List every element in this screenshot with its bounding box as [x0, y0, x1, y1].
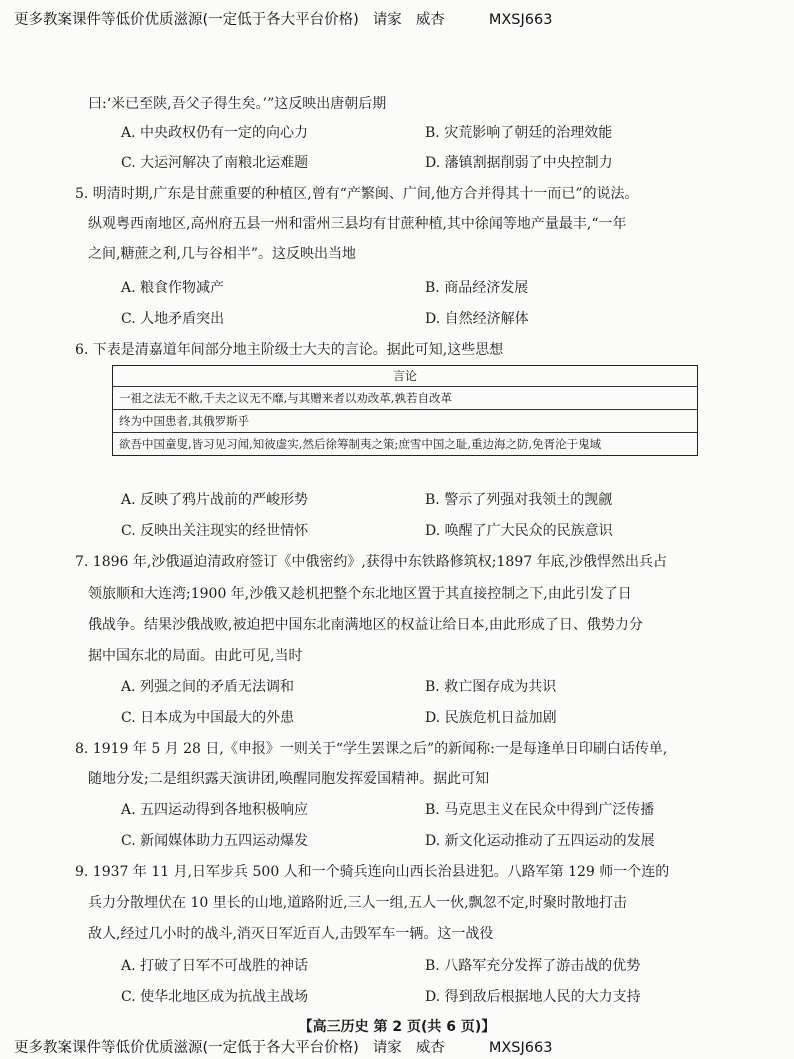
q9-option-a[interactable]: A. 打破了日军不可战胜的神话 [121, 958, 309, 974]
table-row: 欲吾中国童叟,皆习见习闻,知彼虚实,然后徐筹制夷之策;庶雪中国之耻,重边海之防,免胥沦于鬼域 [113, 432, 697, 455]
q6-option-d[interactable]: D. 唤醒了广大民众的民族意识 [425, 523, 613, 539]
q7-line1: 7. 1896 年,沙俄逼迫清政府签订《中俄密约》,获得中东铁路修筑权;1897 年底,沙俄悍然出兵占 [75, 554, 668, 570]
banner-code: MXSJ663 [488, 1040, 553, 1056]
q9-option-d[interactable]: D. 得到敌后根据地人民的大力支持 [425, 989, 641, 1005]
q5-option-d[interactable]: D. 自然经济解体 [425, 311, 529, 327]
banner-text: 更多教案课件等低价优质滋源(一定低于各大平台价格) [14, 1040, 359, 1056]
q7-line3: 俄战争。结果沙俄战败,被迫把中国东北南满地区的权益让给日本,由此形成了日、俄势力分 [88, 617, 643, 633]
q4-option-b[interactable]: B. 灾荒影响了朝廷的治理效能 [425, 125, 613, 141]
q4-option-a[interactable]: A. 中央政权仍有一定的向心力 [121, 125, 309, 141]
top-banner [14, 8, 552, 29]
banner-text: 更多教案课件等低价优质滋源(一定低于各大平台价格) [14, 12, 359, 28]
q7-option-a[interactable]: A. 列强之间的矛盾无法调和 [121, 679, 295, 695]
q7-option-d[interactable]: D. 民族危机日益加剧 [425, 710, 557, 726]
q9-option-c[interactable]: C. 使华北地区成为抗战主战场 [121, 989, 309, 1005]
table-row: 终为中国患者,其俄罗斯乎 [113, 409, 697, 432]
q9-line3: 敌人,经过几小时的战斗,消灭日军近百人,击毁军车一辆。这一战役 [88, 926, 494, 942]
q6-option-b[interactable]: B. 警示了列强对我领土的觊觎 [425, 492, 613, 508]
page-footer: 【高三历史 第 2 页(共 6 页)】 [298, 1019, 496, 1035]
q9-option-b[interactable]: B. 八路军充分发挥了游击战的优势 [425, 958, 641, 974]
q7-line4: 据中国东北的局面。由此可见,当时 [88, 648, 303, 664]
banner-word2: 威杏 [415, 1040, 445, 1056]
q8-line1: 8. 1919 年 5 月 28 日,《申报》一则关于“学生罢课之后”的新闻称:一是每逢单日印刷白话传单, [75, 741, 668, 757]
q9-line2: 兵力分散埋伏在 10 里长的山地,道路附近,三人一组,五人一伙,飘忽不定,时聚时散地打击 [88, 895, 627, 911]
q4-line1: 曰:‘米已至陕,吾父子得生矣。’”这反映出唐朝后期 [88, 96, 387, 112]
q8-option-a[interactable]: A. 五四运动得到各地积极响应 [121, 802, 309, 818]
q8-option-c[interactable]: C. 新闻媒体助力五四运动爆发 [121, 833, 309, 849]
table-row: 一祖之法无不敝,千夫之议无不靡,与其赠来者以劝改革,孰若自改革 [113, 386, 697, 409]
q5-line3: 之间,糖蔗之利,几与谷相半”。这反映出当地 [88, 246, 357, 262]
q4-option-d[interactable]: D. 藩镇割据削弱了中央控制力 [425, 155, 613, 171]
q7-option-c[interactable]: C. 日本成为中国最大的外患 [121, 710, 295, 726]
banner-word1: 请家 [372, 12, 402, 28]
q5-line1: 5. 明清时期,广东是甘蔗重要的种植区,曾有“产繁闽、广间,他方合并得其十一而已”的说法。 [75, 186, 639, 202]
q5-option-b[interactable]: B. 商品经济发展 [425, 280, 529, 296]
q4-option-c[interactable]: C. 大运河解决了南粮北运难题 [121, 155, 309, 171]
q8-option-b[interactable]: B. 马克思主义在民众中得到广泛传播 [425, 802, 655, 818]
q7-line2: 领旅顺和大连湾;1900 年,沙俄又趁机把整个东北地区置于其直接控制之下,由此引发了日 [88, 586, 632, 602]
q6-option-a[interactable]: A. 反映了鸦片战前的严峻形势 [121, 492, 309, 508]
q5-line2: 纵观粤西南地区,高州府五县一州和雷州三县均有甘蔗种植,其中徐闻等地产量最丰,“一年 [88, 216, 627, 232]
q6-table [112, 365, 698, 456]
q5-option-c[interactable]: C. 人地矛盾突出 [121, 311, 225, 327]
q5-option-a[interactable]: A. 粮食作物减产 [121, 280, 225, 296]
banner-word1: 请家 [372, 1040, 402, 1056]
q8-line2: 随地分发;二是组织露天演讲团,唤醒同胞发挥爱国精神。据此可知 [88, 771, 490, 787]
bottom-banner [14, 1036, 552, 1057]
q6-option-c[interactable]: C. 反映出关注现实的经世情怀 [121, 523, 309, 539]
table-header: 言论 [392, 369, 417, 383]
banner-code: MXSJ663 [488, 12, 553, 28]
banner-word2: 威杏 [415, 12, 445, 28]
q7-option-b[interactable]: B. 救亡图存成为共识 [425, 679, 557, 695]
q9-line1: 9. 1937 年 11 月,日军步兵 500 人和一个骑兵连向山西长治县进犯。八路军第 129 师一个连的 [75, 864, 670, 880]
q8-option-d[interactable]: D. 新文化运动推动了五四运动的发展 [425, 833, 655, 849]
q6-line1: 6. 下表是清嘉道年间部分地主阶级士大夫的言论。据此可知,这些思想 [75, 342, 504, 358]
